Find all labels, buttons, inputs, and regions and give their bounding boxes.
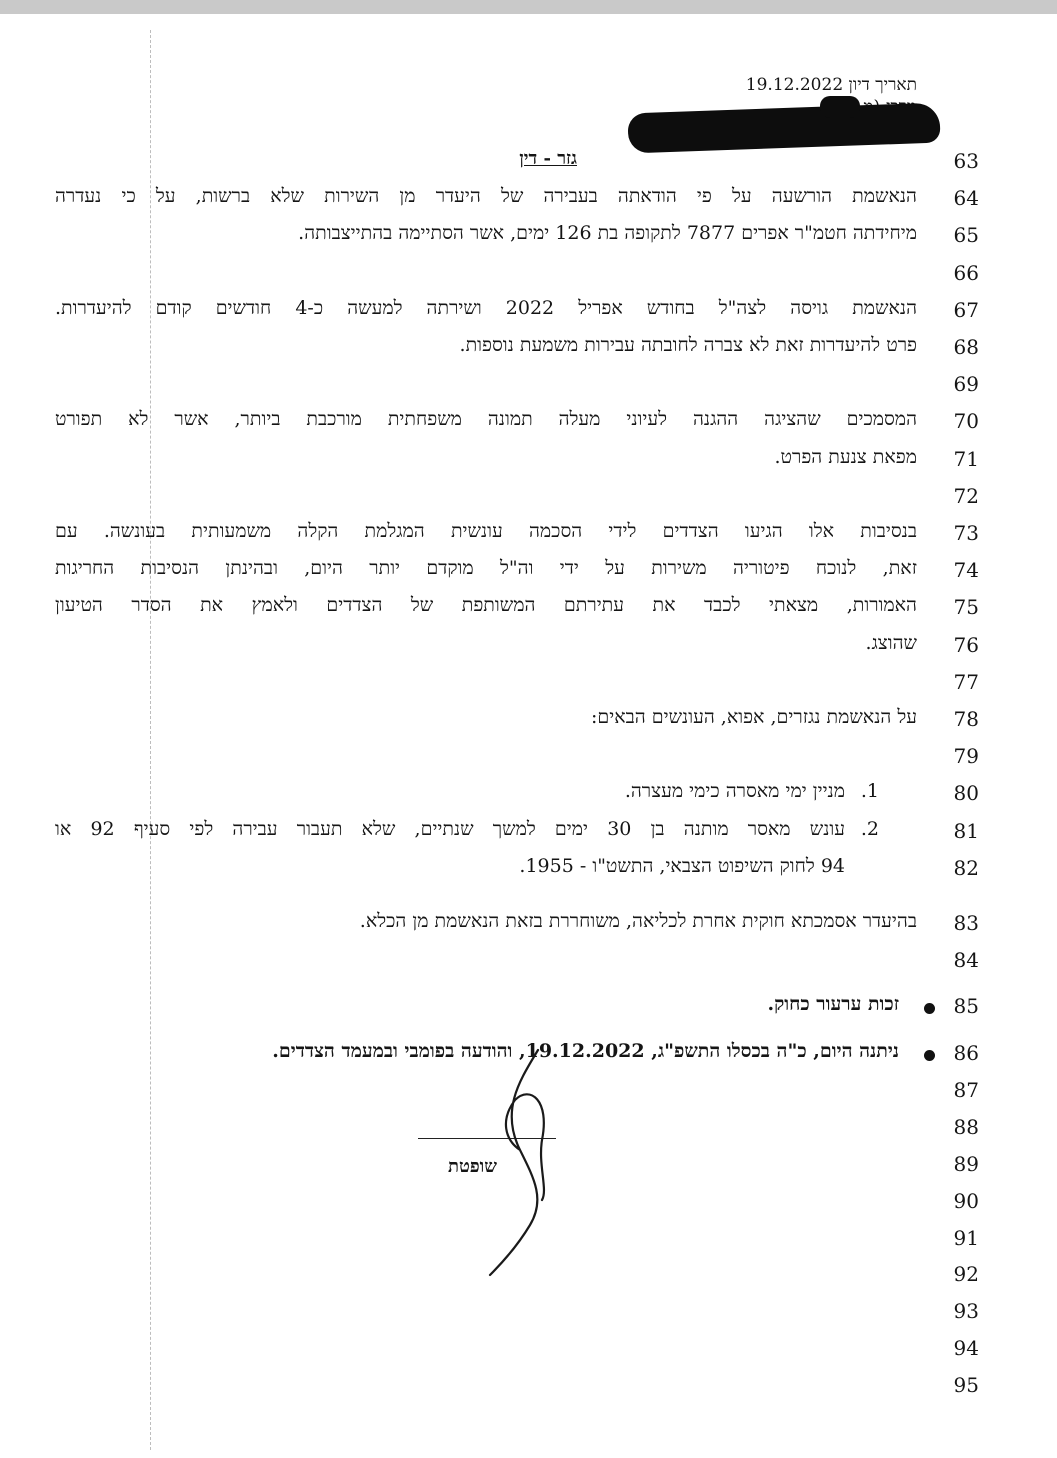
line-text: פרט להיעדרות זאת לא צברה לחובתה עבירות משמעת נוספות. xyxy=(459,334,917,356)
line-number: 90 xyxy=(953,1188,979,1213)
document-line xyxy=(40,905,1057,942)
line-number: 71 xyxy=(953,446,979,471)
document-line xyxy=(40,366,1057,403)
document-title: גזר - דין xyxy=(519,148,577,169)
document-line xyxy=(40,552,1057,589)
bullet-line xyxy=(40,988,1057,1025)
item-text: 94 לחוק השיפוט הצבאי, התשט"ו - 1955. xyxy=(519,854,845,877)
line-number: 65 xyxy=(953,223,979,248)
document-line xyxy=(40,1330,1057,1367)
line-number: 83 xyxy=(953,911,979,935)
list-marker: 2. xyxy=(860,817,879,840)
line-text: הנאשמת הורשעה על פי הודאתה בעבירה של היעדר מן השירות שלא ברשות, על כי נעדרה xyxy=(55,185,917,208)
line-number: 77 xyxy=(953,669,979,694)
handwritten-signature xyxy=(460,1040,580,1280)
line-text: מפאת צנעת הפרט. xyxy=(774,445,917,468)
line-number: 82 xyxy=(953,855,979,880)
line-text: הנאשמת גויסה לצה"ל בחודש אפריל 2022 ושירתה למעשה כ-4 חודשים קודם להיעדרות. xyxy=(55,296,918,319)
sentence-item xyxy=(40,850,1057,887)
document-line xyxy=(40,217,1057,254)
line-number: 92 xyxy=(953,1262,979,1287)
line-number: 78 xyxy=(953,707,979,731)
line-number: 70 xyxy=(953,409,979,434)
document-line xyxy=(40,329,1057,366)
line-text: בהיעדר אסמכתא חוקית אחרת לכליאה, משוחררת בזאת הנאשמת מן הכלא. xyxy=(359,910,917,932)
line-number: 74 xyxy=(953,558,979,583)
line-number: 94 xyxy=(953,1336,979,1360)
bullet-dot xyxy=(924,1050,935,1061)
hearing-date: תאריך דיון 19.12.2022 xyxy=(745,75,917,95)
document-line xyxy=(40,292,1057,329)
item-text: עונש מאסר מותנה בן 30 ימים למשך שנתיים, שלא תעבור עבירה לפי סעיף 92 או xyxy=(55,817,845,840)
document-line xyxy=(40,143,1057,180)
document-line xyxy=(40,627,1057,664)
document-line xyxy=(40,589,1057,626)
line-number: 88 xyxy=(953,1115,979,1140)
line-number: 64 xyxy=(953,186,979,211)
line-number: 63 xyxy=(953,149,979,173)
line-number: 91 xyxy=(953,1225,979,1250)
line-number: 69 xyxy=(953,372,979,397)
sentence-item xyxy=(40,775,1057,812)
line-number: 80 xyxy=(953,781,979,806)
line-number: 84 xyxy=(953,948,979,973)
list-marker: 1. xyxy=(860,780,879,803)
document-line xyxy=(40,515,1057,552)
line-number: 87 xyxy=(953,1078,979,1103)
document-line xyxy=(40,942,1057,979)
document-line xyxy=(40,441,1057,478)
line-text: זאת, לנוכח פיטוריה משירות על ידי וה"ל מוקדם יותר היום, ובהינתן הנסיבות החריגות xyxy=(55,557,917,580)
document-line xyxy=(40,1293,1057,1330)
document-line xyxy=(40,180,1057,217)
bullet-text: ניתנה היום, כ"ה בכסלו התשפ"ג, 19.12.2022, והודעה בפומבי ובמעמד הצדדים. xyxy=(272,1040,899,1063)
line-number: 76 xyxy=(953,632,979,657)
line-number: 85 xyxy=(953,994,979,1019)
document-line xyxy=(40,1367,1057,1404)
item-text: מניין ימי מאסרה כימי מעצרה. xyxy=(624,780,845,803)
document-line xyxy=(40,738,1057,775)
bullet-text: זכות ערעור כחוק. xyxy=(767,993,899,1016)
line-text: המסמכים שהציגה ההגנה לעיוני מעלה תמונה משפחתית מורכבת ביותר, אשר לא תפורט xyxy=(55,408,917,431)
line-text: בנסיבות אלו הגיעו הצדדים לידי הסכמה עונשית המגלמת הקלה משמעותית בעונשה. עם xyxy=(55,520,917,542)
top-edge-bar xyxy=(0,0,1057,14)
bullet-dot xyxy=(924,1003,935,1014)
line-number: 89 xyxy=(953,1152,979,1176)
document-line xyxy=(40,255,1057,292)
line-number: 93 xyxy=(953,1299,979,1324)
sentence-item xyxy=(40,813,1057,850)
line-number: 66 xyxy=(953,260,979,285)
line-number: 72 xyxy=(953,483,979,508)
document-line xyxy=(40,664,1057,701)
line-number: 81 xyxy=(953,818,979,843)
document-line xyxy=(40,478,1057,515)
line-text: על הנאשמת נגזרים, אפוא, העונשים הבאים: xyxy=(590,706,917,728)
line-number: 79 xyxy=(953,744,979,769)
line-number: 75 xyxy=(953,595,979,620)
line-text: מיחידתה חטמ"ר אפרים 7877 לתקופה בת 126 ימים, אשר הסתיימה בהתייצבותה. xyxy=(298,222,917,245)
line-number: 73 xyxy=(953,521,979,545)
redaction-mark-small xyxy=(820,96,860,118)
line-text: שהוצג. xyxy=(865,631,917,654)
document-line xyxy=(40,701,1057,738)
line-number: 68 xyxy=(953,335,979,359)
line-text: האמורות, מצאתי לכבד את עתירתם המשותפת של הצדדים ולאמץ את הסדר הטיעון xyxy=(55,594,917,617)
line-number: 67 xyxy=(953,297,979,322)
line-number: 86 xyxy=(953,1041,979,1066)
document-line xyxy=(40,403,1057,440)
line-number: 95 xyxy=(953,1372,979,1397)
judge-label: שופטת xyxy=(448,1156,497,1177)
